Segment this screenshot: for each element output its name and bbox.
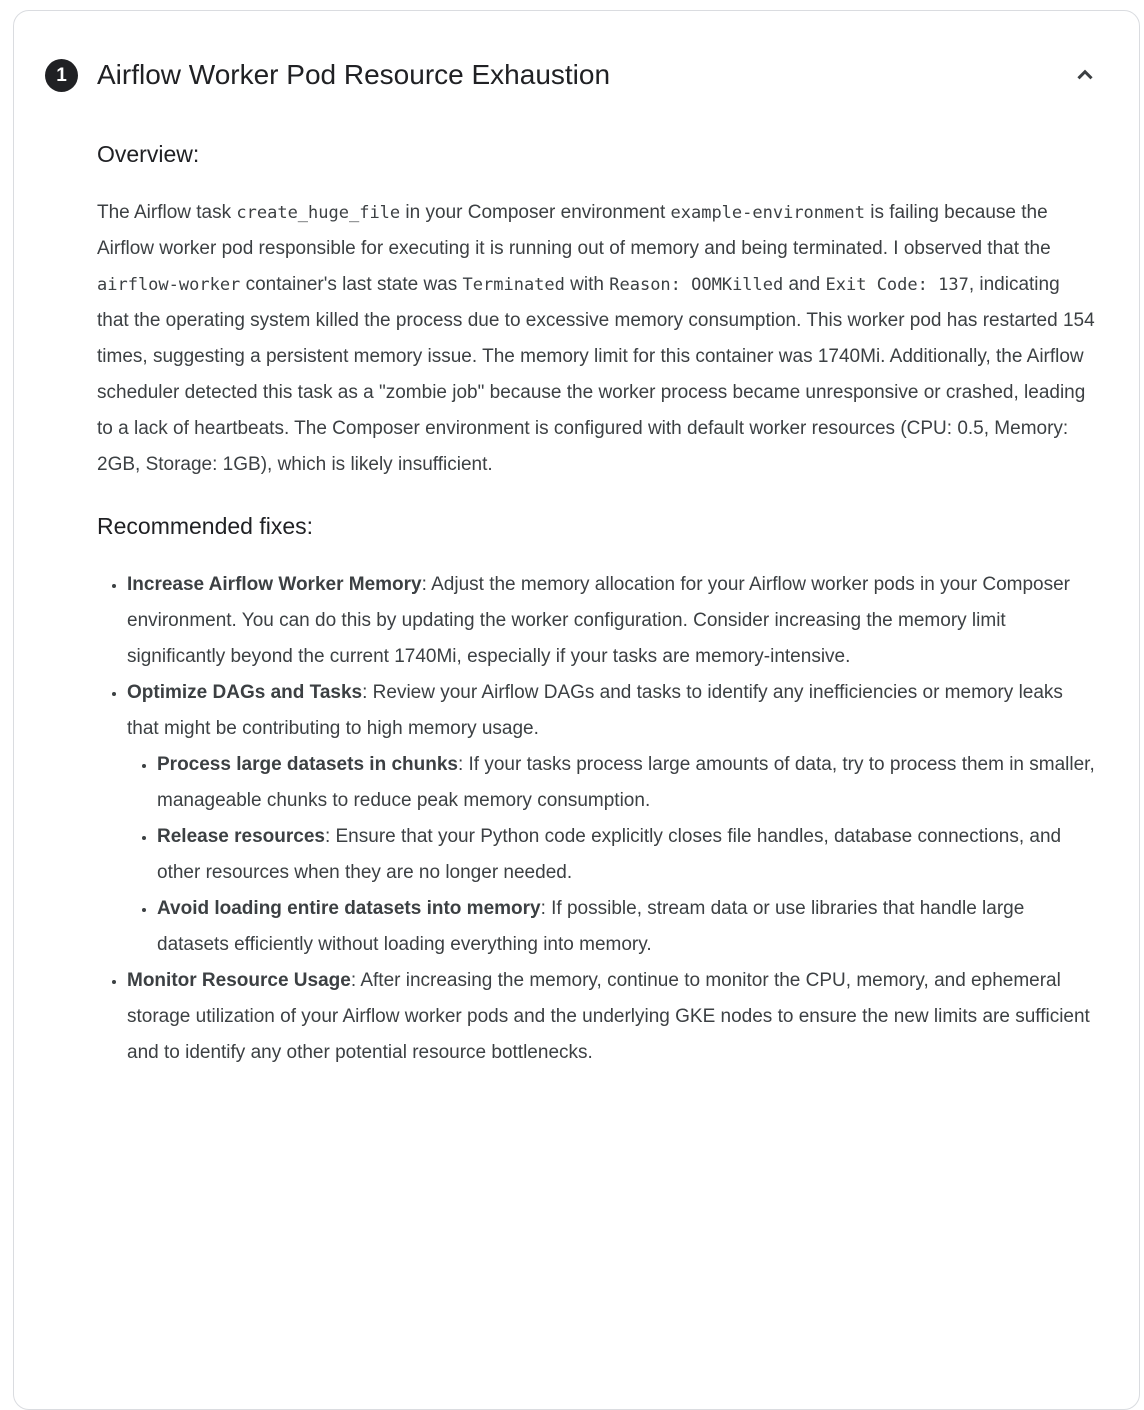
fix-sub-list [127,747,1095,963]
overview-paragraph: The Airflow task create_huge_file in your Composer environment example-environment is failing because the Airflow worker pod responsible for executing it is running out of memory and being terminated. I observed that the airflow-worker container's last state was Terminated with Reason: OOMKilled and Exit Code: 137, indicating that the operating system killed the process due to excessive memory consumption. This worker pod has restarted 154 times, suggesting a persistent memory issue. The memory limit for this container was 1740Mi. Additionally, the Airflow scheduler detected this task as a "zombie job" because the worker process became unresponsive or crashed, leading to a lack of heartbeats. The Composer environment is configured with default worker resources (CPU: 0.5, Memory: 2GB, Storage: 1GB), which is likely insufficient. [97,202,1095,475]
fix-item-lead: Avoid loading entire datasets into memory [157,898,541,919]
fix-item-lead: Release resources [157,826,325,847]
fix-sub-item: • Release resources: Ensure that your Python code explicitly closes file handles, database connections, and other resources when they are no longer needed. [157,819,1095,891]
fixes-list [97,567,1095,1071]
inline-code: Reason: OOMKilled [609,275,784,295]
overview-heading: Overview: [97,141,200,167]
fix-sub-item: • Process large datasets in chunks: If your tasks process large amounts of data, try to process them in smaller, manageable chunks to reduce peak memory consumption. [157,747,1095,819]
fix-item-lead: Optimize DAGs and Tasks [127,682,363,703]
fix-item: • Increase Airflow Worker Memory: Adjust the memory allocation for your Airflow worker pods in your Composer environment. You can do this by updating the worker configuration. Consider increasing the memory limit significantly beyond the current 1740Mi, especially if your tasks are memory-intensive. [127,567,1095,675]
fix-item-lead: Increase Airflow Worker Memory [127,574,422,595]
issue-number-badge: 1 [45,59,78,92]
card-title: Airflow Worker Pod Resource Exhaustion [97,59,611,90]
collapse-button[interactable] [1065,55,1105,95]
inline-code: create_huge_file [236,203,401,223]
fixes-heading: Recommended fixes: [97,513,314,539]
inline-code: airflow-worker [97,275,241,295]
fix-item: • Optimize DAGs and Tasks: Review your Airflow DAGs and tasks to identify any inefficiencies or memory leaks that might be contributing to high memory usage. • Process large datasets in chunks: If your tasks process large amounts of data, try to process them in smaller, manageable chunks to reduce peak memory consumption. • Release resources: Ensure that your Python code explicitly closes file handles, database connections, and other resources when they are no longer needed. • Avoid loading entire datasets into memory: If possible, stream data or use libraries that handle large datasets efficiently without loading everything into memory. [127,675,1095,963]
fix-item-lead: Process large datasets in chunks [157,754,458,775]
fix-item-lead: Monitor Resource Usage [127,970,351,991]
inline-code: example-environment [670,203,865,223]
inline-code: Exit Code: 137 [825,275,969,295]
fix-sub-item: • Avoid loading entire datasets into memory: If possible, stream data or use libraries that handle large datasets efficiently without loading everything into memory. [157,891,1095,963]
chevron-up-icon [1071,61,1099,89]
card-body [14,139,1139,1111]
insight-card [13,10,1140,1410]
fix-item: • Monitor Resource Usage: After increasing the memory, continue to monitor the CPU, memory, and ephemeral storage utilization of your Airflow worker pods and the underlying GKE nodes to ensure the new limits are sufficient and to identify any other potential resource bottlenecks. [127,963,1095,1071]
card-header[interactable] [14,11,1139,95]
inline-code: Terminated [462,275,565,295]
